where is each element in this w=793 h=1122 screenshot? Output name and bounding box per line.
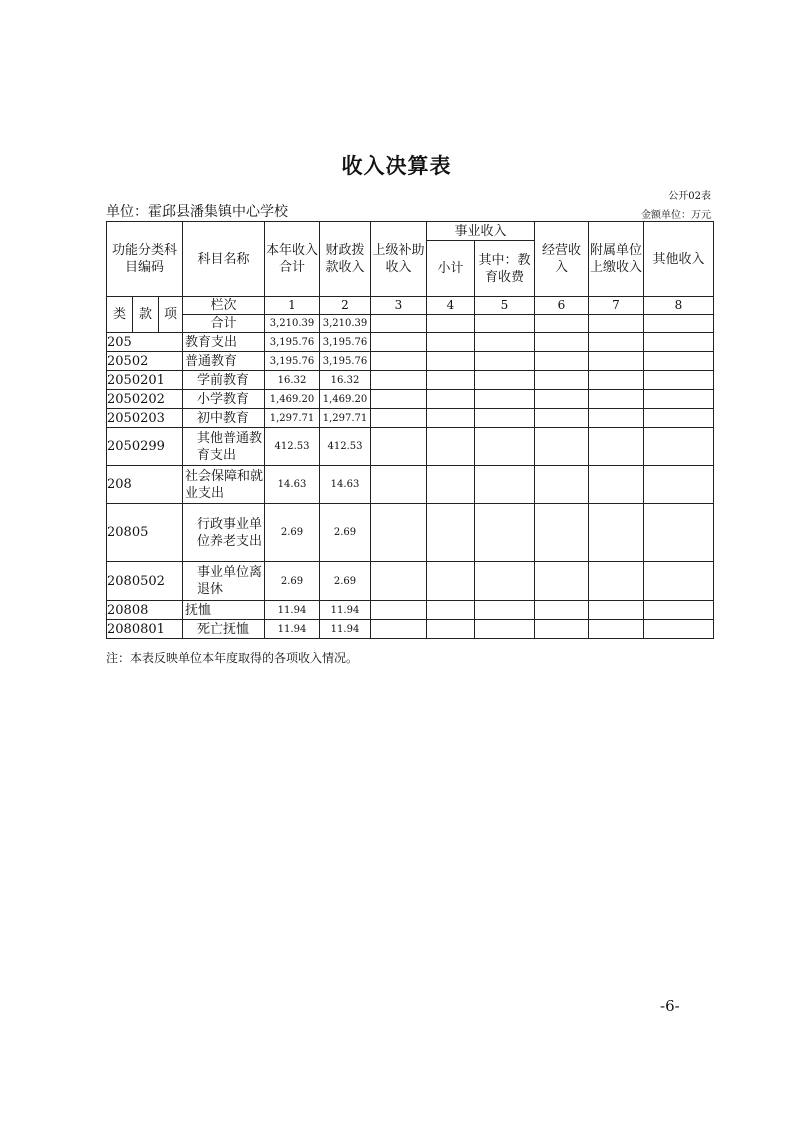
row-subject-name: 初中教育 [183,409,265,428]
row-code: 20808 [107,601,183,620]
row-empty-cell [644,562,714,601]
total-value-1: 3,210.39 [265,315,320,333]
row-empty-cell [427,428,475,466]
row-empty-cell [589,409,644,428]
row-empty-cell [644,371,714,390]
table-row [107,601,714,620]
row-subject-name: 小学教育 [183,390,265,409]
table-row [107,562,714,601]
row-empty-cell [371,352,427,371]
header-total-income: 本年收入合计 [265,222,320,297]
header-fiscal: 财政拨款收入 [320,222,371,297]
row-empty-cell [589,352,644,371]
row-empty-cell [371,601,427,620]
col-number: 6 [535,297,589,315]
row-empty-cell [535,428,589,466]
row-code: 2080801 [107,620,183,639]
row-empty-cell [589,466,644,504]
amount-unit: 金额单位：万元 [641,210,711,221]
table-row [107,390,714,409]
row-value-c2: 1,469.20 [320,390,371,409]
row-empty-cell [475,390,535,409]
table-row [107,466,714,504]
row-empty-cell [644,504,714,562]
total-label: 合计 [183,315,265,333]
row-value-c1: 11.94 [265,601,320,620]
row-empty-cell [371,428,427,466]
header-subject-name: 科目名称 [183,222,265,297]
row-value-c1: 1,297.71 [265,409,320,428]
row-empty-cell [427,371,475,390]
row-empty-cell [644,333,714,352]
row-empty-cell [475,352,535,371]
row-empty-cell [589,562,644,601]
row-value-c1: 2.69 [265,504,320,562]
row-empty-cell [535,390,589,409]
table-row [107,428,714,466]
row-value-c2: 2.69 [320,504,371,562]
row-empty-cell [589,371,644,390]
row-empty-cell [427,504,475,562]
row-subject-name: 社会保障和就业支出 [183,466,265,504]
row-subject-name: 普通教育 [183,352,265,371]
table-row [107,504,714,562]
row-empty-cell [371,504,427,562]
row-empty-cell [427,620,475,639]
col-number: 2 [320,297,371,315]
row-empty-cell [427,601,475,620]
header-operating: 经营收入 [535,222,589,297]
row-empty-cell [371,333,427,352]
row-value-c1: 11.94 [265,620,320,639]
row-empty-cell [589,620,644,639]
row-empty-cell [427,409,475,428]
col-number: 4 [427,297,475,315]
table-row [107,352,714,371]
total-row [107,315,714,333]
unit-label: 单位：霍邱县潘集镇中心学校 [106,204,288,220]
row-empty-cell [644,601,714,620]
row-empty-cell [427,390,475,409]
row-value-c1: 412.53 [265,428,320,466]
row-value-c2: 3,195.76 [320,352,371,371]
page-title: 收入决算表 [341,153,452,178]
row-empty-cell [371,620,427,639]
row-empty-cell [475,409,535,428]
page-number: -6- [660,997,680,1015]
row-empty-cell [475,466,535,504]
row-subject-name: 学前教育 [183,371,265,390]
header-superior-subsidy: 上级补助收入 [371,222,427,297]
row-empty-cell [535,409,589,428]
row-empty-cell [475,601,535,620]
row-empty-cell [535,601,589,620]
row-code: 2050299 [107,428,183,466]
row-empty-cell [644,390,714,409]
row-empty-cell [535,620,589,639]
row-value-c1: 14.63 [265,466,320,504]
row-value-c1: 1,469.20 [265,390,320,409]
row-code: 2050201 [107,371,183,390]
row-empty-cell [535,466,589,504]
row-empty-cell [371,466,427,504]
header-business-income: 事业收入 [427,222,535,241]
row-value-c1: 3,195.76 [265,352,320,371]
row-empty-cell [475,428,535,466]
row-value-c2: 11.94 [320,620,371,639]
header-xiang: 项 [159,297,183,333]
col-number: 7 [589,297,644,315]
row-empty-cell [644,620,714,639]
header-column-index: 栏次 [183,297,265,315]
header-edu-fee: 其中：教育收费 [475,241,535,297]
row-empty-cell [371,409,427,428]
col-number: 5 [475,297,535,315]
form-number: 公开02表 [668,191,711,202]
row-empty-cell [475,371,535,390]
row-code: 20805 [107,504,183,562]
row-empty-cell [427,562,475,601]
row-empty-cell [371,371,427,390]
row-value-c1: 2.69 [265,562,320,601]
row-code: 2050203 [107,409,183,428]
col-number: 1 [265,297,320,315]
row-empty-cell [535,352,589,371]
header-subtotal: 小计 [427,241,475,297]
income-statement-table [106,221,714,639]
table-row [107,371,714,390]
row-empty-cell [589,504,644,562]
row-subject-name: 抚恤 [183,601,265,620]
row-code: 2080502 [107,562,183,601]
row-empty-cell [644,428,714,466]
row-empty-cell [371,562,427,601]
row-value-c2: 11.94 [320,601,371,620]
col-number: 8 [644,297,714,315]
row-empty-cell [644,466,714,504]
row-empty-cell [475,333,535,352]
row-value-c2: 1,297.71 [320,409,371,428]
row-empty-cell [371,390,427,409]
table-row [107,409,714,428]
row-subject-name: 教育支出 [183,333,265,352]
row-value-c2: 2.69 [320,562,371,601]
row-empty-cell [475,504,535,562]
footnote: 注：本表反映单位本年度取得的各项收入情况。 [106,651,359,665]
row-empty-cell [427,333,475,352]
total-value-2: 3,210.39 [320,315,371,333]
row-code: 208 [107,466,183,504]
row-value-c2: 412.53 [320,428,371,466]
row-empty-cell [589,333,644,352]
row-code: 205 [107,333,183,352]
header-lei: 类 [107,297,133,333]
row-empty-cell [644,409,714,428]
row-empty-cell [535,371,589,390]
row-empty-cell [535,333,589,352]
row-value-c1: 16.32 [265,371,320,390]
row-empty-cell [427,466,475,504]
row-empty-cell [644,352,714,371]
row-empty-cell [475,562,535,601]
header-other: 其他收入 [644,222,714,297]
row-value-c2: 14.63 [320,466,371,504]
row-value-c2: 3,195.76 [320,333,371,352]
row-code: 2050202 [107,390,183,409]
header-affiliated: 附属单位上缴收入 [589,222,644,297]
row-subject-name: 死亡抚恤 [183,620,265,639]
row-empty-cell [589,428,644,466]
row-empty-cell [535,504,589,562]
col-number: 3 [371,297,427,315]
row-subject-name: 行政事业单位养老支出 [183,504,265,562]
row-value-c2: 16.32 [320,371,371,390]
row-subject-name: 其他普通教育支出 [183,428,265,466]
row-empty-cell [589,390,644,409]
row-subject-name: 事业单位离退休 [183,562,265,601]
row-empty-cell [427,352,475,371]
row-code: 20502 [107,352,183,371]
header-func-code: 功能分类科目编码 [107,222,183,297]
table-row [107,333,714,352]
row-empty-cell [475,620,535,639]
header-kuan: 款 [133,297,159,333]
row-value-c1: 3,195.76 [265,333,320,352]
table-row [107,620,714,639]
row-empty-cell [589,601,644,620]
row-empty-cell [535,562,589,601]
